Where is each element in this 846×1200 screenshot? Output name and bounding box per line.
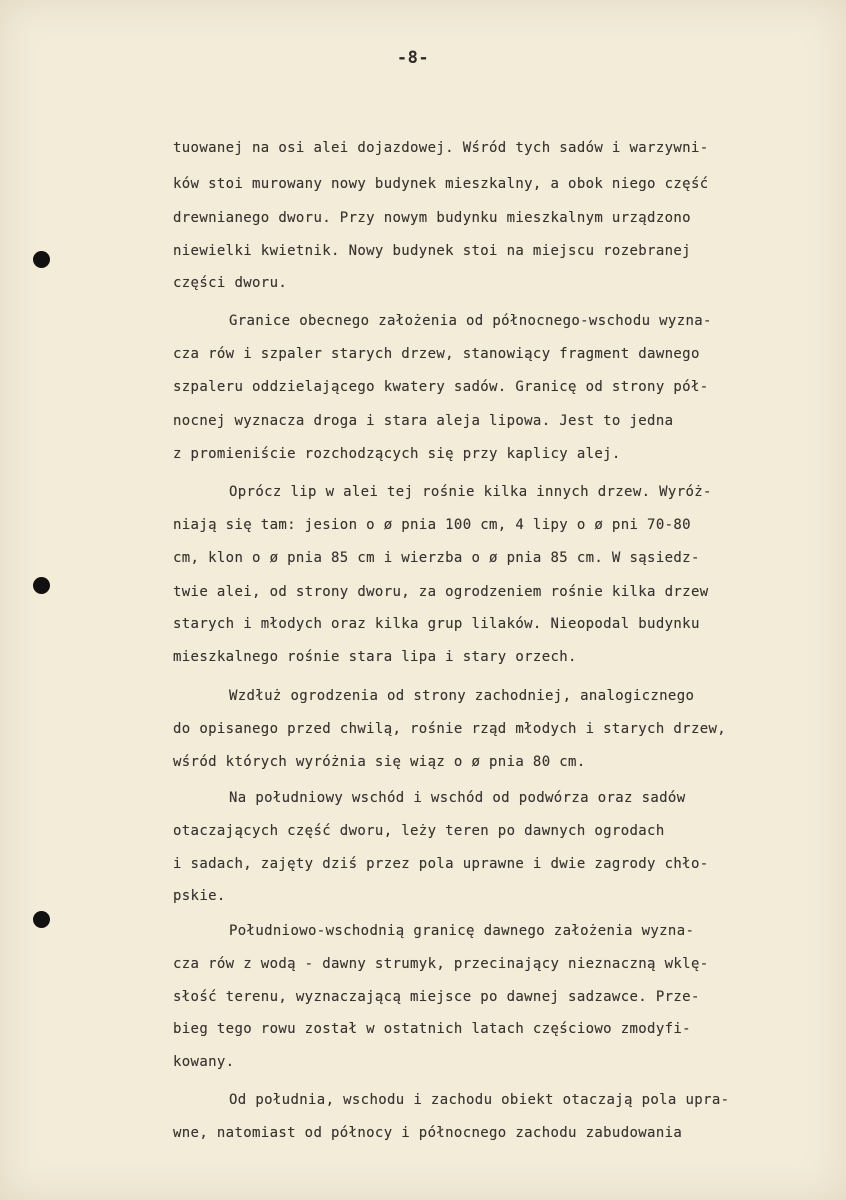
text-line: nocnej wyznacza droga i stara aleja lipowa. Jest to jedna <box>173 413 674 429</box>
text-line: i sadach, zajęty dziś przez pola uprawne i dwie zagrody chło- <box>173 856 709 872</box>
text-line: Na południowy wschód i wschód od podwórza oraz sadów <box>229 790 686 806</box>
text-line: mieszkalnego rośnie stara lipa i stary orzech. <box>173 649 577 665</box>
text-line: słość terenu, wyznaczającą miejsce po dawnej sadzawce. Prze- <box>173 989 700 1005</box>
text-line: do opisanego przed chwilą, rośnie rząd młodych i starych drzew, <box>173 721 727 737</box>
text-line: cza rów z wodą - dawny strumyk, przecinający nieznaczną wklę- <box>173 956 709 972</box>
text-line: Południowo-wschodnią granicę dawnego założenia wyzna- <box>229 923 695 939</box>
text-line: twie alei, od strony dworu, za ogrodzeniem rośnie kilka drzew <box>173 584 709 600</box>
text-line: cza rów i szpaler starych drzew, stanowiący fragment dawnego <box>173 346 700 362</box>
text-line: niają się tam: jesion o ø pnia 100 cm, 4 lipy o ø pni 70-80 <box>173 517 691 533</box>
text-line: Oprócz lip w alei tej rośnie kilka innych drzew. Wyróż- <box>229 484 712 500</box>
text-line: wśród których wyróżnia się wiąz o ø pnia 80 cm. <box>173 754 586 770</box>
text-line: otaczających część dworu, leży teren po dawnych ogrodach <box>173 823 665 839</box>
text-line: starych i młodych oraz kilka grup lilaków. Nieopodal budynku <box>173 616 700 632</box>
text-line: tuowanej na osi alei dojazdowej. Wśród tych sadów i warzywni- <box>173 140 709 156</box>
page-number: -8- <box>396 48 430 68</box>
text-line: niewielki kwietnik. Nowy budynek stoi na miejscu rozebranej <box>173 243 691 259</box>
text-line: kowany. <box>173 1054 235 1070</box>
text-line: Wzdłuż ogrodzenia od strony zachodniej, analogicznego <box>229 688 695 704</box>
text-line: wne, natomiast od północy i północnego zachodu zabudowania <box>173 1125 683 1141</box>
text-line: bieg tego rowu został w ostatnich latach częściowo zmodyfi- <box>173 1021 691 1037</box>
text-line: drewnianego dworu. Przy nowym budynku mieszkalnym urządzono <box>173 210 691 226</box>
text-line: cm, klon o ø pnia 85 cm i wierzba o ø pnia 85 cm. W sąsiedz- <box>173 550 700 566</box>
text-line: części dworu. <box>173 275 288 291</box>
text-line: szpaleru oddzielającego kwatery sadów. Granicę od strony pół- <box>173 379 709 395</box>
text-line: pskie. <box>173 888 226 904</box>
text-line: Granice obecnego założenia od północnego-wschodu wyzna- <box>229 313 712 329</box>
text-line: Od południa, wschodu i zachodu obiekt otaczają pola upra- <box>229 1092 730 1108</box>
text-line: ków stoi murowany nowy budynek mieszkalny, a obok niego część <box>173 176 709 192</box>
text-line: z promieniście rozchodzących się przy kaplicy alej. <box>173 446 621 462</box>
